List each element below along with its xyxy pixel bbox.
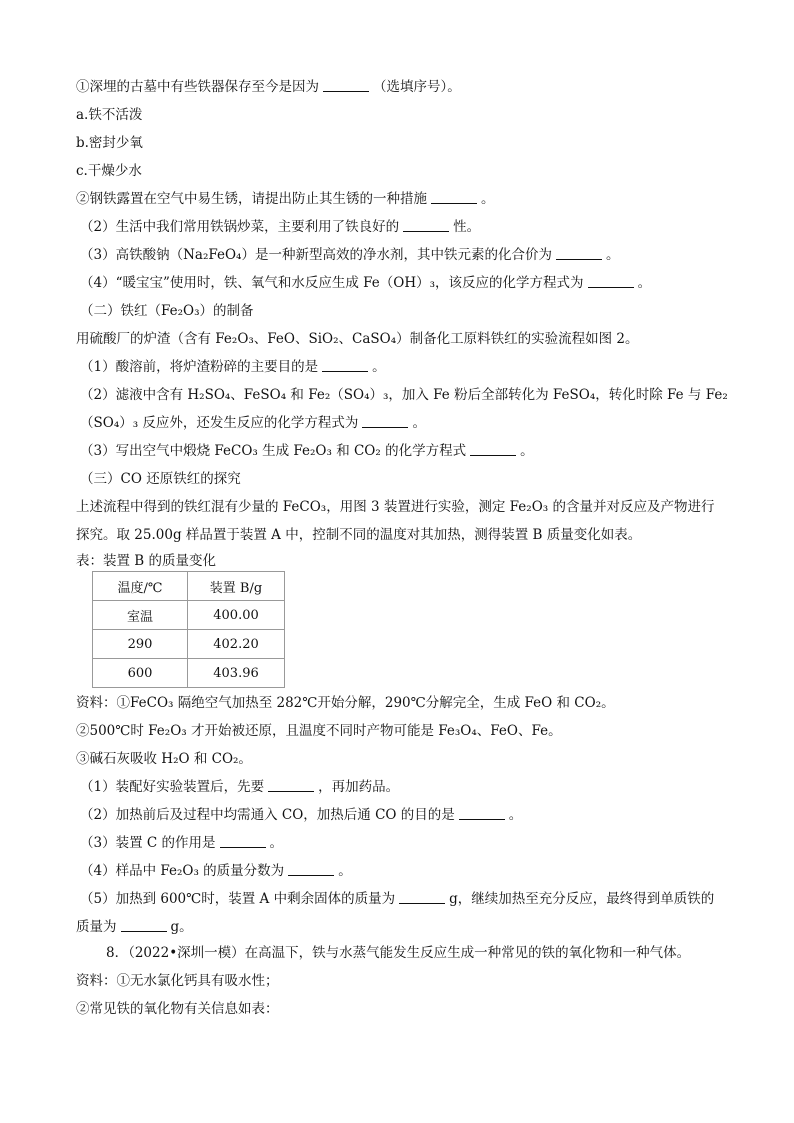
answer-blank[interactable] [431, 191, 477, 204]
table-row [93, 659, 285, 688]
paragraph: 用硫酸厂的炉渣（含有 Fe₂O₃、FeO、SiO₂、CaSO₄）制备化工原料铁红的实验流程如图 2。 [76, 331, 639, 347]
note-line: ③碱石灰吸收 H₂O 和 CO₂。 [76, 751, 252, 767]
answer-blank[interactable] [288, 863, 334, 876]
answer-blank[interactable] [556, 247, 602, 260]
option-c: c.干燥少水 [76, 163, 142, 179]
table-header: 温度/℃ [93, 572, 188, 601]
question-line: （2）生活中我们常用铁锅炒菜，主要利用了铁良好的 性。 [80, 219, 481, 235]
question-line: ①深埋的古墓中有些铁器保存至今是因为 （选填序号）。 [76, 79, 461, 95]
answer-blank[interactable] [459, 807, 505, 820]
question-line: （3）高铁酸钠（Na₂FeO₄）是一种新型高效的净水剂，其中铁元素的化合价为 。 [80, 247, 620, 263]
question-title: 8．（2022•深圳一模）在高温下，铁与水蒸气能发生反应生成一种常见的铁的氧化物和一种气体。 [106, 945, 691, 961]
answer-blank[interactable] [323, 79, 369, 92]
question-line: （1）装配好实验装置后，先要 ，再加药品。 [80, 779, 400, 795]
note-line: ②500℃时 Fe₂O₃ 才开始被还原，且温度不同时产物可能是 Fe₃O₄、FeO、Fe。 [76, 723, 562, 739]
note-line: ②常见铁的氧化物有关信息如表： [76, 1001, 279, 1017]
table-cell: 400.00 [188, 601, 285, 630]
answer-blank[interactable] [220, 835, 266, 848]
question-line: ②钢铁露置在空气中易生锈，请提出防止其生锈的一种措施 。 [76, 191, 495, 207]
note-line: 资料：①无水氯化钙具有吸水性； [76, 973, 279, 989]
answer-blank[interactable] [322, 359, 368, 372]
answer-blank[interactable] [588, 275, 634, 288]
question-line: （3）装置 C 的作用是 。 [80, 835, 284, 851]
answer-blank[interactable] [362, 415, 408, 428]
question-line: 质量为 g。 [76, 919, 193, 935]
question-line: （5）加热到 600℃时，装置 A 中剩余固体的质量为 g，继续加热至充分反应，最终得到单质铁的 [80, 891, 715, 907]
answer-blank[interactable] [470, 443, 516, 456]
mass-change-table [92, 571, 285, 688]
question-line: （1）酸溶前，将炉渣粉碎的主要目的是 。 [80, 359, 386, 375]
table-cell: 402.20 [188, 630, 285, 659]
table-row [93, 601, 285, 630]
answer-blank[interactable] [268, 779, 314, 792]
table-caption: 表：装置 B 的质量变化 [76, 553, 217, 569]
option-a: a.铁不活泼 [76, 107, 143, 123]
question-line: （SO₄）₃ 反应外，还发生反应的化学方程式为 。 [80, 415, 426, 431]
table-cell: 290 [93, 630, 188, 659]
note-line: 资料：①FeCO₃ 隔绝空气加热至 282℃开始分解，290℃分解完全，生成 FeO 和 CO₂。 [76, 695, 615, 711]
table-cell: 室温 [93, 601, 188, 630]
paragraph: 探究。取 25.00g 样品置于装置 A 中，控制不同的温度对其加热，测得装置 B 质量变化如表。 [76, 527, 642, 543]
question-line: （4）“暖宝宝”使用时，铁、氧气和水反应生成 Fe（OH）₃，该反应的化学方程式为 。 [80, 275, 652, 291]
section-heading: （三）CO 还原铁红的探究 [80, 471, 241, 487]
answer-blank[interactable] [121, 919, 167, 932]
table-cell: 403.96 [188, 659, 285, 688]
question-line: （2）加热前后及过程中均需通入 CO，加热后通 CO 的目的是 。 [80, 807, 523, 823]
option-b: b.密封少氧 [76, 135, 143, 151]
answer-blank[interactable] [403, 219, 449, 232]
question-line: （4）样品中 Fe₂O₃ 的质量分数为 。 [80, 863, 352, 879]
answer-blank[interactable] [399, 891, 445, 904]
section-heading: （二）铁红（Fe₂O₃）的制备 [80, 303, 254, 319]
paragraph: 上述流程中得到的铁红混有少量的 FeCO₃，用图 3 装置进行实验，测定 Fe₂O₃ 的含量并对反应及产物进行 [76, 499, 715, 515]
question-line: （3）写出空气中煅烧 FeCO₃ 生成 Fe₂O₃ 和 CO₂ 的化学方程式 。 [80, 443, 534, 459]
table-row [93, 630, 285, 659]
table-cell: 600 [93, 659, 188, 688]
question-line: （2）滤液中含有 H₂SO₄、FeSO₄ 和 Fe₂（SO₄）₃，加入 Fe 粉后全部转化为 FeSO₄，转化时除 Fe 与 Fe₂ [80, 387, 728, 403]
table-header-row [93, 572, 285, 601]
table-header: 装置 B/g [188, 572, 285, 601]
